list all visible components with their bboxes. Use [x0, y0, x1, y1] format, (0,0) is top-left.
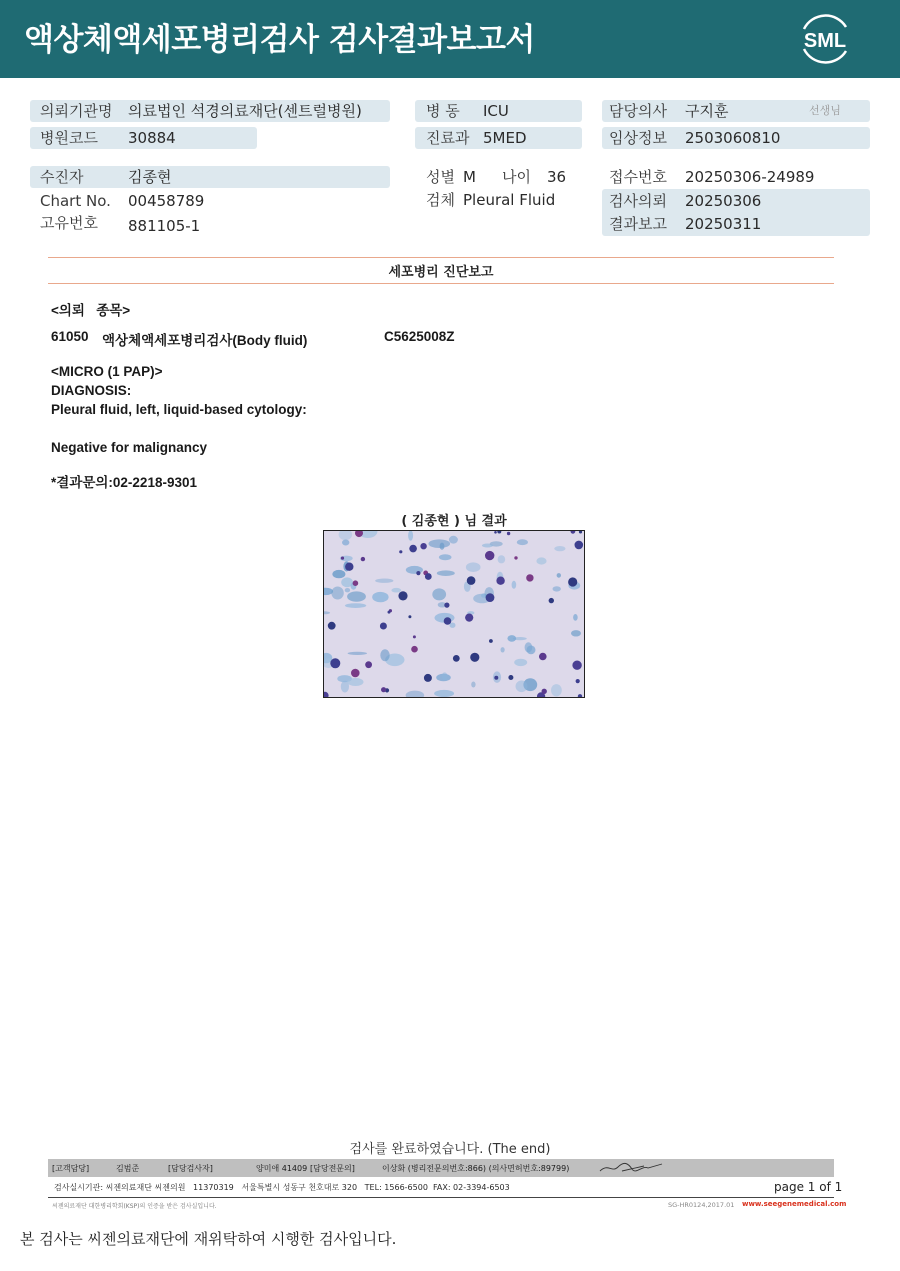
sex-age-field — [415, 166, 582, 188]
diagnosis-label: DIAGNOSIS: — [51, 383, 132, 398]
report-header — [0, 0, 900, 78]
micro-heading: <MICRO (1 PAP)> — [51, 364, 163, 379]
clinical-info-value: 2503060810 — [685, 129, 781, 147]
doctor-field — [602, 100, 870, 122]
patient-field — [30, 166, 390, 188]
dept-value: 5MED — [483, 129, 527, 147]
cytology-cells-drawing — [324, 531, 585, 698]
receipt-no-label: 접수번호 — [609, 168, 667, 186]
footer-staff-bar — [48, 1159, 834, 1177]
dept-field — [415, 127, 582, 149]
unique-no-field — [30, 212, 390, 234]
diagnosis-site: Pleural fluid, left, liquid-based cytology: — [51, 402, 307, 417]
report-date-value: 20250311 — [685, 215, 762, 233]
specialist-label: [담당전문의] — [310, 1164, 355, 1173]
section-rule-top — [48, 257, 834, 258]
cytology-microscopy-image — [323, 530, 585, 698]
section-rule-bottom — [48, 283, 834, 284]
requesting-org-field — [30, 100, 390, 122]
sex-label: 성별 — [426, 168, 455, 186]
doctor-honorific: 선생님 — [809, 104, 841, 117]
image-caption: ( 김종현 ) 님 결과 — [401, 514, 507, 529]
specimen-value: Pleural Fluid — [463, 191, 556, 209]
clinical-info-field — [602, 127, 870, 149]
test-id: C5625008Z — [384, 329, 455, 344]
chart-no-label: Chart No. — [40, 192, 111, 210]
bottom-note: 본 검사는 씨젠의료재단에 재위탁하여 시행한 검사입니다. — [20, 1230, 397, 1248]
section-title: 세포병리 진단보고 — [388, 265, 494, 280]
sex-value: M — [463, 168, 476, 186]
test-name: 액상체액세포병리검사(Body fluid) — [102, 333, 308, 348]
receipt-no-field — [602, 166, 870, 188]
ward-field — [415, 100, 582, 122]
age-label: 나이 — [502, 168, 531, 186]
dept-label: 진료과 — [426, 129, 470, 147]
footer-rule — [48, 1197, 834, 1198]
technician-name: 양미애 41409 — [256, 1164, 308, 1173]
specimen-field — [415, 189, 582, 211]
customer-name: 김범준 — [116, 1164, 140, 1173]
contact-info: *결과문의:02-2218-9301 — [51, 475, 197, 490]
doctor-value: 구지훈 — [685, 102, 729, 120]
lab-info: 검사실시기관: 씨젠의료재단 씨젠의원 11370319 서울특별시 성동구 천호대로 320 TEL: 1566-6500 FAX: 02-3394-6503 — [54, 1183, 510, 1192]
hospital-code-value: 30884 — [128, 129, 176, 147]
diagnosis-result: Negative for malignancy — [51, 440, 208, 455]
technician-label: [담당검사자] — [168, 1164, 213, 1173]
end-text: 검사를 완료하였습니다. (The end) — [349, 1142, 551, 1157]
specialist-signature — [598, 1159, 664, 1175]
request-date-field — [602, 190, 870, 212]
website-link[interactable]: www.seegenemedical.com — [742, 1200, 847, 1208]
request-items-heading: <의뢰 종목> — [51, 303, 131, 318]
logo-text: SML — [803, 30, 847, 52]
report-date-field — [602, 213, 870, 235]
chart-no-field — [30, 190, 390, 212]
specialist-name: 이상화 (병리전문의번호:866) (의사면허번호:89799) — [382, 1164, 570, 1173]
patient-value: 김종현 — [128, 168, 172, 186]
report-date-label: 결과보고 — [609, 215, 667, 233]
clinical-info-label: 임상정보 — [609, 129, 667, 147]
hospital-code-field — [30, 127, 257, 149]
age-value: 36 — [547, 168, 567, 186]
chart-no-value: 00458789 — [128, 192, 205, 210]
requesting-org-label: 의뢰기관명 — [40, 102, 113, 120]
certification-note: 씨젠의료재단 대한병리학회(KSP)의 인증을 받은 검사실입니다. — [52, 1203, 217, 1210]
unique-no-label: 고유번호 — [40, 214, 98, 232]
doctor-label: 담당의사 — [609, 102, 667, 120]
request-date-label: 검사의뢰 — [609, 192, 667, 210]
customer-label: [고객담당] — [52, 1164, 90, 1173]
requesting-org-value: 의료법인 석경의료재단(센트럴병원) — [128, 102, 362, 120]
hospital-code-label: 병원코드 — [40, 129, 98, 147]
sml-logo — [794, 9, 856, 67]
patient-label: 수진자 — [40, 168, 84, 186]
specimen-label: 검체 — [426, 191, 455, 209]
receipt-no-value: 20250306-24989 — [685, 168, 815, 186]
request-date-value: 20250306 — [685, 192, 762, 210]
unique-no-value: 881105-1 — [128, 217, 201, 235]
ward-value: ICU — [483, 102, 509, 120]
page-number: page 1 of 1 — [774, 1180, 843, 1194]
report-title: 액상체액세포병리검사 검사결과보고서 — [24, 22, 535, 58]
test-code: 61050 — [51, 329, 89, 344]
ward-label: 병 동 — [426, 102, 460, 120]
form-code: SG-HR0124,2017.01 — [668, 1201, 735, 1209]
